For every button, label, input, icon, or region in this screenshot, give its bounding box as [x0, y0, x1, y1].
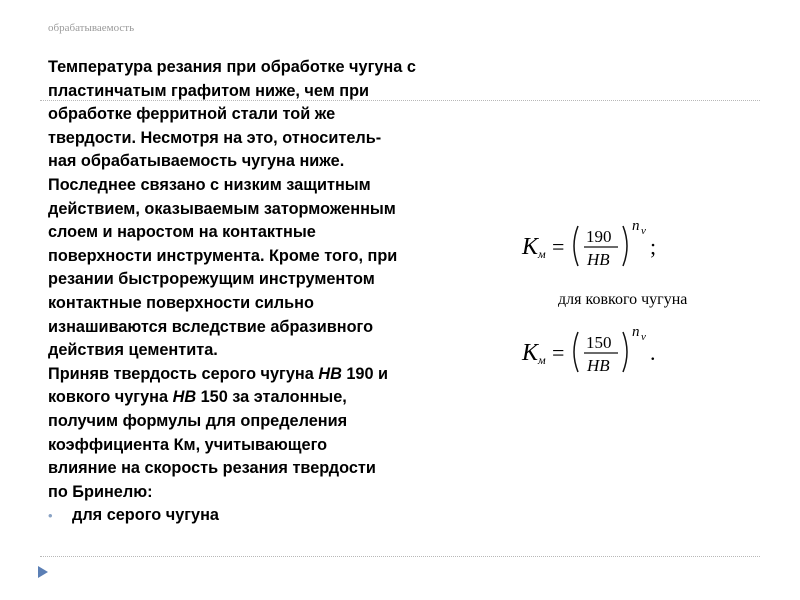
text-line: получим формулы для определения	[48, 411, 348, 430]
formula-grey-iron	[521, 218, 656, 269]
text-line	[48, 386, 508, 410]
text-line: ная обрабатываемость чугуна ниже.	[48, 152, 345, 171]
text-line: изнашиваются вследствие абразивного	[48, 317, 374, 336]
left-paren-icon	[574, 226, 578, 266]
play-arrow-icon[interactable]	[38, 566, 48, 578]
text-line: коэффициента Км, учитывающего	[48, 435, 328, 454]
slide-body	[48, 56, 508, 528]
right-paren-icon	[623, 226, 627, 266]
formula-numerator: 190	[586, 227, 612, 246]
right-paren-icon	[623, 332, 627, 372]
paragraph-2	[48, 174, 508, 363]
hb-label: НВ	[172, 388, 197, 407]
bullet-icon: •	[48, 508, 53, 524]
slide-header: обрабатываемость	[48, 22, 135, 34]
formula-denominator: HB	[587, 356, 610, 375]
bullet-item	[48, 504, 508, 528]
formula-terminator: .	[650, 340, 656, 365]
formula-k-subscript: м	[538, 353, 546, 367]
formula-panel	[520, 214, 780, 384]
text-fragment: 190 и	[341, 364, 389, 383]
text-fragment: ковкого чугуна	[48, 388, 173, 407]
text-line: действием, оказываемым заторможенным	[48, 199, 396, 218]
text-line: резании быстрорежущим инструментом	[48, 270, 375, 289]
formula-exponent-subscript: v	[641, 331, 646, 343]
text-line: действия цементита.	[48, 341, 218, 360]
formula-k: K	[522, 340, 539, 366]
text-line: слоем и наростом на контактные	[48, 223, 316, 242]
formula-exponent: n	[632, 218, 640, 234]
text-fragment: Приняв твердость серого чугуна	[48, 364, 319, 383]
formula-caption: для ковкого чугуна	[558, 291, 688, 308]
text-line: твердости. Несмотря на это, относитель-	[48, 128, 382, 147]
text-line: влияние на скорость резания твердости	[48, 459, 376, 478]
hb-label: НВ	[318, 364, 342, 383]
text-line	[48, 363, 508, 387]
paragraph-3	[48, 363, 508, 505]
formula-numerator: 150	[586, 333, 612, 352]
paragraph-1	[48, 56, 508, 174]
formula-terminator: ;	[650, 234, 657, 259]
formula-exponent-subscript: v	[641, 225, 646, 237]
formula-exponent: n	[632, 324, 640, 340]
formula-k: K	[522, 234, 539, 260]
text-line: Последнее связано с низким защитным	[48, 175, 371, 194]
text-fragment: 150 за эталонные,	[196, 388, 347, 407]
left-paren-icon	[574, 332, 578, 372]
text-line: поверхности инструмента. Кроме того, при	[48, 246, 398, 265]
formula-denominator: HB	[587, 250, 610, 269]
formula-equals: =	[552, 340, 565, 365]
bullet-text: для серого чугуна	[72, 506, 219, 525]
text-line: обработке ферритной стали той же	[48, 105, 336, 124]
text-line: Температура резания при обработке чугуна с	[48, 58, 416, 76]
bottom-divider	[40, 556, 760, 557]
text-line: пластинчатым графитом ниже, чем при	[48, 81, 370, 100]
formula-equals: =	[552, 234, 565, 259]
text-line: по Бринелю:	[48, 482, 153, 501]
text-line: контактные поверхности сильно	[48, 293, 314, 312]
formula-k-subscript: м	[538, 247, 546, 261]
formula-malleable-iron	[521, 324, 656, 375]
